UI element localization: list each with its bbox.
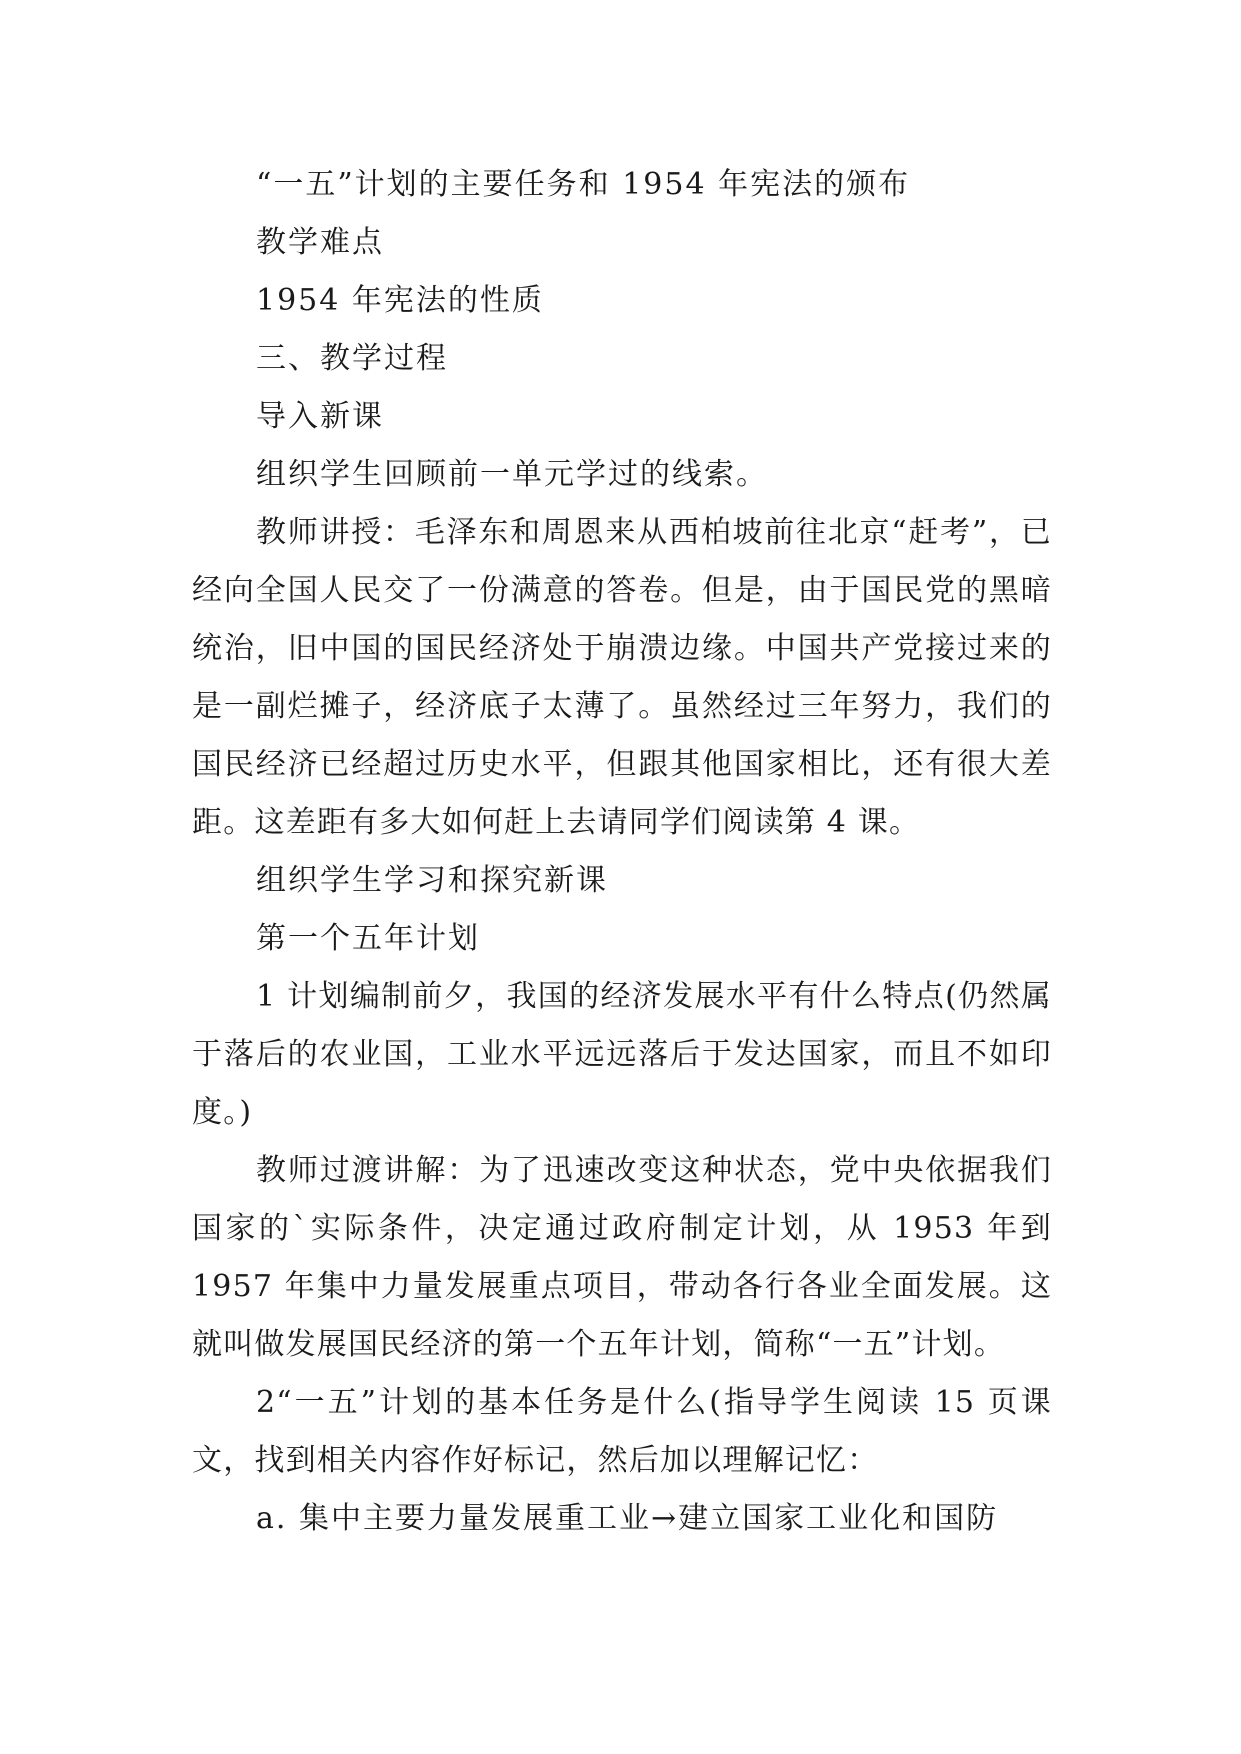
- text-line: 组织学生回顾前一单元学过的线索。: [256, 457, 768, 492]
- document-body: [192, 156, 1052, 1548]
- paragraph-teacher-intro: 教师讲授：毛泽东和周恩来从西柏坡前往北京“赶考”，已经向全国人民交了一份满意的答卷。但是，由于国民党的黑暗统治，旧中国的国民经济处于崩溃边缘。中国共产党接过来的是一副烂摊子，经济底子太薄了。虽然经过三年努力，我们的国民经济已经超过历史水平，但跟其他国家相比，还有很大差距。这差距有多大如何赶上去请同学们阅读第 4 课。: [192, 515, 1052, 840]
- section-heading: 三、教学过程: [256, 341, 448, 376]
- text-line: 1954 年宪法的性质: [256, 283, 544, 318]
- paragraph-question-1: 1 计划编制前夕，我国的经济发展水平有什么特点(仍然属于落后的农业国，工业水平远远落后于发达国家，而且不如印度。): [192, 979, 1052, 1130]
- paragraph-question-2: 2“一五”计划的基本任务是什么(指导学生阅读 15 页课文，找到相关内容作好标记，然后加以理解记忆：: [192, 1385, 1052, 1478]
- section-heading: 教学难点: [256, 225, 384, 260]
- paragraph-transition: 教师过渡讲解：为了迅速改变这种状态，党中央依据我们国家的`实际条件，决定通过政府制定计划，从 1953 年到 1957 年集中力量发展重点项目，带动各行各业全面发展。这就叫做发展国民经济的第一个五年计划，简称“一五”计划。: [192, 1153, 1052, 1362]
- list-item-a: a. 集中主要力量发展重工业→建立国家工业化和国防: [256, 1501, 999, 1536]
- section-heading: 第一个五年计划: [256, 921, 480, 956]
- text-line: “一五”计划的主要任务和 1954 年宪法的颁布: [256, 167, 911, 202]
- text-line: 组织学生学习和探究新课: [256, 863, 608, 898]
- section-heading: 导入新课: [256, 399, 384, 434]
